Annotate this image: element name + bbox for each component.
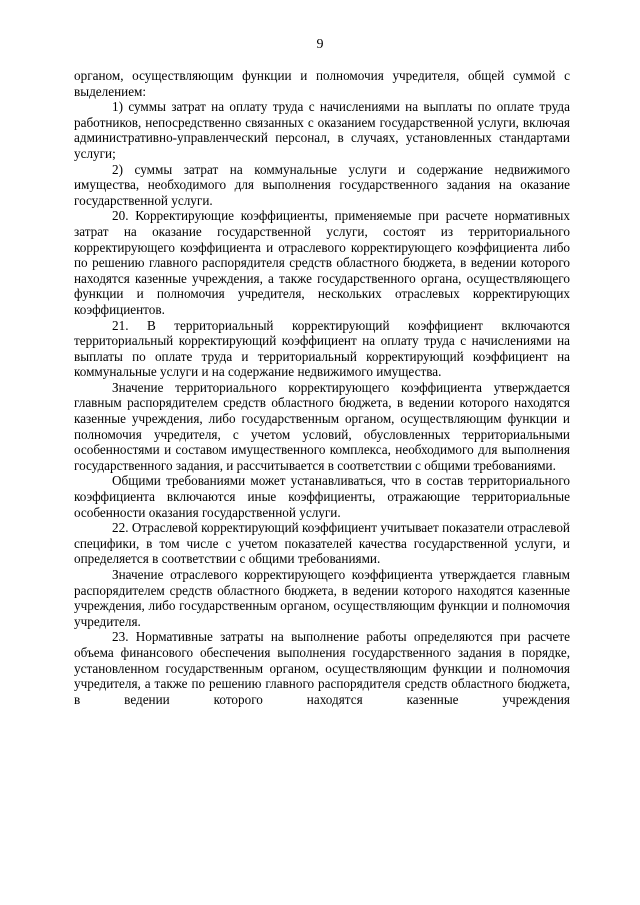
paragraph-continuation: органом, осуществляющим функции и полномочия учредителя, общей суммой с выделением: [74,68,570,99]
paragraph-clause-20: 20. Корректирующие коэффициенты, применяемые при расчете нормативных затрат на оказание государственной услуги, состоят из территориального корректирующего коэффициента и отраслевого корректирующего коэффициента либо по решению главного распорядителя средств областного бюджета, в ведении которого находятся казенные учреждения, а также государственного органа, осуществляющего функции и полномочия учредителя, нескольких отраслевых корректирующих коэффициентов. [74,208,570,317]
paragraph-territorial-value: Значение территориального корректирующего коэффициента утверждается главным распорядителем средств областного бюджета, в ведении которого находятся казенные учреждения, либо государственным органом, осуществляющим функции и полномочия учредителя, с учетом условий, обусловленных территориальными особенностями и составом имущественного комплекса, необходимого для выполнения государственного задания, и рассчитывается в соответствии с общими требованиями. [74,379,570,473]
paragraph-sectoral-value: Значение отраслевого корректирующего коэффициента утверждается главным распорядителем средств областного бюджета, в ведении которого находятся казенные учреждения, либо государственным органом, осуществляющим функции и полномочия учредителя. [74,567,570,629]
document-body [74,68,570,707]
page-number: 9 [316,37,324,52]
paragraph-item-2: 2) суммы затрат на коммунальные услуги и содержание недвижимого имущества, необходимого для выполнения государственного задания на оказание государственной услуги. [74,161,570,208]
paragraph-clause-21: 21. В территориальный корректирующий коэффициент включаются территориальный корректирующий коэффициент на оплату труда с начислениями на выплаты по оплате труда и территориальный корректирующий коэффициент на коммунальные услуги и на содержание недвижимого имущества. [74,317,570,380]
paragraph-item-1: 1) суммы затрат на оплату труда с начислениями на выплаты по оплате труда работников, непосредственно связанных с оказанием государственной услуги, включая административно-управленческий персонал, в случаях, установленных стандартами услуги; [74,99,570,161]
paragraph-clause-22: 22. Отраслевой корректирующий коэффициент учитывает показатели отраслевой специфики, в том числе с учетом показателей качества государственной услуги, и определяется в соответствии с общими требованиями. [74,520,570,567]
paragraph-clause-23: 23. Нормативные затраты на выполнение работы определяются при расчете объема финансового обеспечения выполнения государственного задания в порядке, установленном государственным органом, осуществляющим функции и полномочия учредителя, а также по решению главного распорядителя средств областного бюджета, в ведении которого находятся казенные учреждения [74,629,570,707]
paragraph-general-requirements: Общими требованиями может устанавливаться, что в состав территориального коэффициента включаются иные коэффициенты, отражающие территориальные особенности оказания государственной услуги. [74,473,570,520]
